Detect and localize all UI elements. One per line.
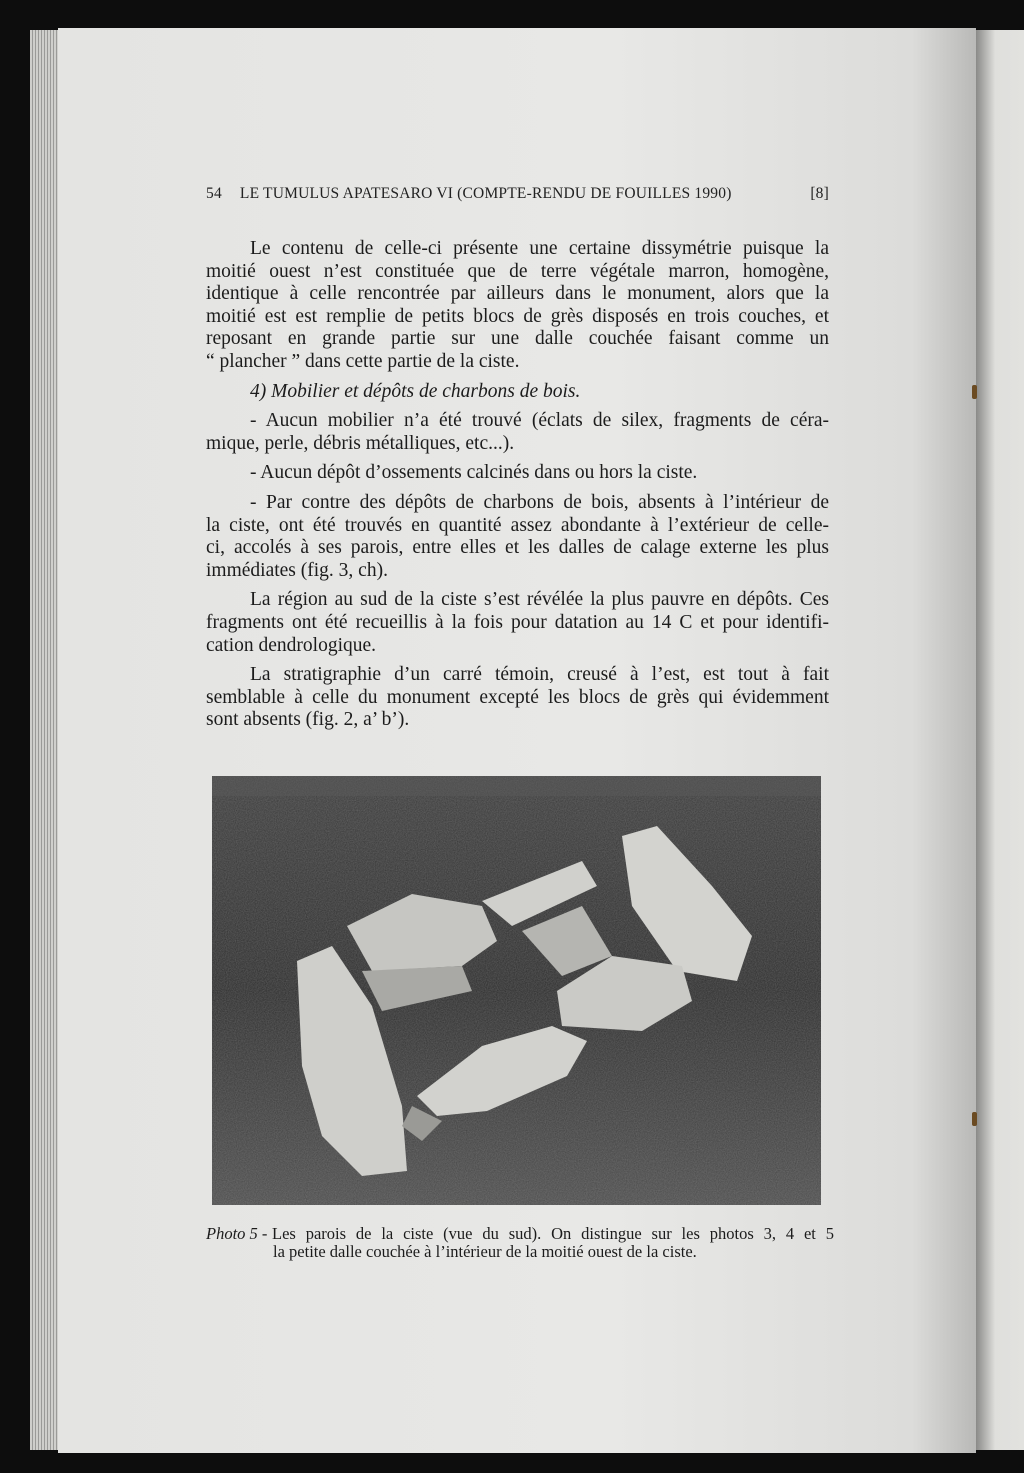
text-line: La stratigraphie d’un carré témoin, creusé à l’est, est tout à fait <box>250 664 829 686</box>
text-line: Le contenu de celle-ci présente une certaine dissymétrie puisque la <box>250 238 829 259</box>
text-line: sont absents (fig. 2, a’ b’). <box>206 709 410 731</box>
running-title: LE TUMULUS APATESARO VI (COMPTE-RENDU DE FOUILLES 1990) <box>239 185 732 202</box>
page-number: 54 <box>206 185 222 202</box>
paragraph <box>206 462 829 485</box>
paragraph <box>206 410 829 455</box>
text-line: fragments ont été recueillis à la fois pour datation au 14 C et pour identifi- <box>206 611 829 633</box>
text-line: immédiates (fig. 3, ch). <box>206 559 388 581</box>
text-line: la ciste, ont été trouvés en quantité assez abondante à l’extérieur de celle- <box>206 514 829 536</box>
text-line: La région au sud de la ciste s’est révélée la plus pauvre en dépôts. Ces <box>250 589 829 611</box>
paragraph <box>206 589 829 657</box>
section-heading: 4) Mobilier et dépôts de charbons de bois. <box>250 380 581 402</box>
body-text <box>206 238 829 739</box>
paragraph <box>206 664 829 732</box>
caption-number: 5 <box>249 1224 258 1243</box>
binding-mark <box>972 385 977 399</box>
caption-dash: - <box>261 1224 268 1243</box>
caption-label: Photo <box>206 1224 246 1243</box>
text-line: moitié ouest n’est constituée que de terre végétale marron, homogène, <box>206 260 829 282</box>
facing-page-edge <box>976 30 1024 1450</box>
text-line: - Par contre des dépôts de charbons de bois, absents à l’intérieur de <box>250 491 829 513</box>
photo-cist-stones <box>212 776 821 1205</box>
text-line: ci, accolés à ses parois, entre elles et les dalles de calage externe les plus <box>206 537 829 559</box>
text-line: “ plancher ” dans cette partie de la ciste. <box>206 350 520 372</box>
text-line: mique, perle, débris métalliques, etc...). <box>206 432 515 454</box>
text-line: - Aucun mobilier n’a été trouvé (éclats de silex, fragments de céra- <box>250 410 829 432</box>
caption-line: Les parois de la ciste (vue du sud). On distingue sur les photos 3, 4 et 5 <box>272 1224 834 1243</box>
text-line: identique à celle rencontrée par ailleurs dans le monument, alors que la <box>206 283 829 305</box>
paragraph <box>206 238 829 374</box>
caption-line: la petite dalle couchée à l’intérieur de la moitié ouest de la ciste. <box>273 1242 697 1261</box>
text-line: semblable à celle du monument excepté les blocs de grès qui évidemment <box>206 686 829 708</box>
binding-mark <box>972 1112 977 1126</box>
photo-caption <box>206 1225 834 1261</box>
text-line: reposant en grande partie sur une dalle couchée faisant comme un <box>206 328 829 350</box>
section-number: [8] <box>810 185 829 202</box>
paragraph <box>206 492 829 582</box>
text-line: cation dendrologique. <box>206 634 377 656</box>
text-line: moitié est est remplie de petits blocs de grès disposés en trois couches, et <box>206 305 829 327</box>
text-line: - Aucun dépôt d’ossements calcinés dans ou hors la ciste. <box>250 462 698 484</box>
running-header <box>206 185 829 203</box>
